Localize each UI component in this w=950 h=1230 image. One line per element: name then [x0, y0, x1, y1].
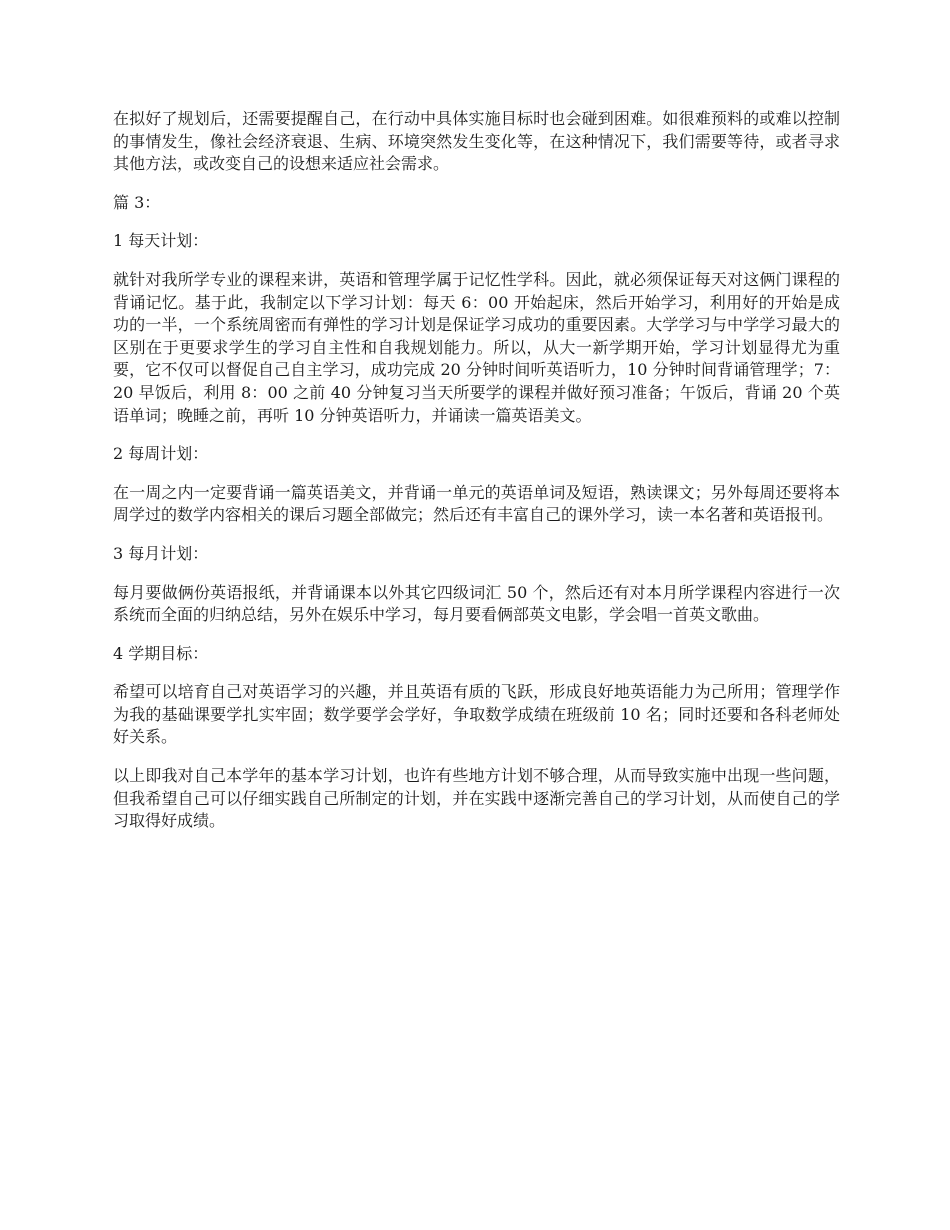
paragraph-weekly-plan: 在一周之内一定要背诵一篇英语美文，并背诵一单元的英语单词及短语，熟读课文；另外每周还要将本周学过的数学内容相关的课后习题全部做完；然后还有丰富自己的课外学习，读一本名著和英语报刊。: [113, 482, 840, 525]
paragraph-semester-goal: 希望可以培育自己对英语学习的兴趣，并且英语有质的飞跃，形成良好地英语能力为己所用；管理学作为我的基础课要学扎实牢固；数学要学会学好，争取数学成绩在班级前 10 名；同时还要和各科老师处好关系。: [113, 682, 840, 747]
heading-daily-plan: 1 每天计划：: [113, 231, 209, 251]
paragraph-conclusion: 以上即我对自己本学年的基本学习计划，也许有些地方计划不够合理，从而导致实施中出现一些问题，但我希望自己可以仔细实践自己所制定的计划，并在实践中逐渐完善自己的学习计划，从而使自己的学习取得好成绩。: [113, 766, 840, 831]
heading-monthly-plan: 3 每月计划：: [113, 543, 209, 563]
section-title-part-3: 篇 3：: [113, 192, 161, 212]
paragraph-intro: 在拟好了规划后，还需要提醒自己，在行动中具体实施目标时也会碰到困难。如很难预料的或难以控制的事情发生，像社会经济衰退、生病、环境突然发生变化等，在这种情况下，我们需要等待，或者寻求其他方法，或改变自己的设想来适应社会需求。: [113, 109, 840, 174]
heading-semester-goal: 4 学期目标：: [113, 643, 209, 663]
heading-weekly-plan: 2 每周计划：: [113, 444, 209, 464]
paragraph-monthly-plan: 每月要做俩份英语报纸，并背诵课本以外其它四级词汇 50 个，然后还有对本月所学课程内容进行一次系统而全面的归纳总结，另外在娱乐中学习，每月要看俩部英文电影，学会唱一首英文歌曲。: [113, 582, 840, 625]
paragraph-daily-plan: 就针对我所学专业的课程来讲，英语和管理学属于记忆性学科。因此，就必须保证每天对这俩门课程的背诵记忆。基于此，我制定以下学习计划：每天 6：00 开始起床，然后开始学习，利用好的开始是成功的一半，一个系统周密而有弹性的学习计划是保证学习成功的重要因素。大学学习与中学学习最大的区别在于更要求学生的学习自主性和自我规划能力。所以，从大一新学期开始，学习计划显得尤为重要，它不仅可以督促自己自主学习，成功完成 20 分钟时间听英语听力，10 分钟时间背诵管理学；7：20 早饭后，利用 8：00 之前 40 分钟复习当天所要学的课程并做好预习准备；午饭后，背诵 20 个英语单词；晚睡之前，再听 10 分钟英语听力，并诵读一篇英语美文。: [113, 269, 840, 425]
document-body: [113, 108, 840, 849]
